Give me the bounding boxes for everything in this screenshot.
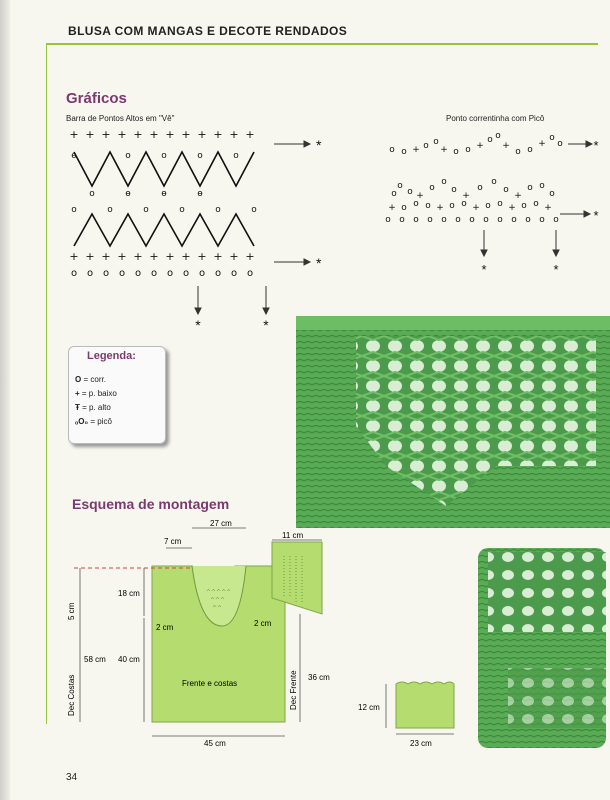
svg-text:o: o	[549, 189, 555, 199]
svg-text:o: o	[71, 205, 77, 215]
svg-text:o: o	[469, 215, 475, 225]
svg-text:o: o	[407, 187, 413, 197]
svg-text:o: o	[497, 199, 503, 209]
svg-text:o: o	[150, 268, 158, 279]
shoulder-vertical-measure: 5 cm	[67, 602, 76, 620]
svg-text:^^^: ^^^	[210, 597, 226, 604]
repeat-mark: *	[195, 317, 201, 333]
svg-text:o: o	[449, 201, 455, 211]
svg-text:o: o	[427, 215, 433, 225]
svg-text:o: o	[477, 183, 483, 193]
margin-rule	[46, 44, 47, 724]
svg-text:o: o	[525, 215, 531, 225]
repeat-mark: *	[593, 138, 599, 153]
total-height-measure: 58 cm	[84, 655, 106, 664]
svg-text:ɵ: ɵ	[161, 189, 167, 199]
svg-text:+: +	[69, 250, 79, 263]
svg-text:+: +	[101, 128, 111, 141]
svg-text:o: o	[399, 215, 405, 225]
svg-text:o: o	[134, 268, 142, 279]
legend-item-double-crochet: Ŧ = p. alto	[75, 403, 111, 412]
svg-text:o: o	[429, 183, 435, 193]
svg-text:+: +	[412, 145, 420, 155]
svg-text:+: +	[165, 128, 175, 141]
shoulder-measure: 7 cm	[164, 537, 182, 546]
svg-text:o: o	[182, 268, 190, 279]
svg-text:+: +	[476, 141, 484, 151]
svg-text:o: o	[391, 189, 397, 199]
svg-text:o: o	[230, 268, 238, 279]
svg-text:+: +	[502, 141, 510, 151]
svg-text:o: o	[495, 131, 501, 141]
svg-text:o: o	[521, 201, 527, 211]
svg-text:o: o	[413, 199, 419, 209]
legend-title: Legenda:	[87, 350, 136, 362]
svg-text:o: o	[401, 203, 407, 213]
svg-text:+: +	[416, 191, 424, 201]
svg-text:o: o	[503, 185, 509, 195]
svg-text:o: o	[539, 215, 545, 225]
svg-text:o: o	[453, 147, 459, 157]
legend-item-chain: O = corr.	[75, 375, 106, 384]
svg-text:+: +	[229, 128, 239, 141]
body-height-measure: 40 cm	[118, 655, 140, 664]
svg-text:+: +	[436, 203, 444, 213]
svg-text:+: +	[149, 250, 159, 263]
svg-text:+: +	[508, 203, 516, 213]
svg-text:o: o	[511, 215, 517, 225]
legend-box	[68, 346, 166, 444]
repeat-mark: *	[481, 262, 487, 277]
svg-text:+: +	[133, 250, 143, 263]
repeat-mark: *	[553, 262, 559, 277]
svg-text:+: +	[197, 250, 207, 263]
dec-costas-label: Dec Costas	[67, 674, 76, 716]
right-chart-label: Ponto correntinha com Picô	[446, 114, 545, 123]
svg-text:o: o	[527, 145, 533, 155]
svg-text:o: o	[161, 151, 167, 161]
assembly-diagram	[60, 516, 350, 752]
svg-text:o: o	[539, 181, 545, 191]
esquema-title: Esquema de montagem	[72, 496, 230, 512]
repeat-mark: *	[316, 137, 322, 153]
svg-text:o: o	[197, 151, 203, 161]
svg-text:+: +	[133, 128, 143, 141]
page-number: 34	[66, 772, 78, 783]
svg-text:+: +	[85, 250, 95, 263]
svg-text:o: o	[533, 199, 539, 209]
svg-text:+: +	[213, 250, 223, 263]
svg-text:o: o	[179, 205, 185, 215]
svg-text:+: +	[514, 191, 522, 201]
side-right-measure: 2 cm	[254, 619, 272, 628]
svg-text:o: o	[125, 151, 131, 161]
svg-text:+: +	[462, 191, 470, 201]
svg-text:o: o	[423, 141, 429, 151]
crochet-photo-large	[296, 316, 610, 528]
svg-text:+: +	[472, 203, 480, 213]
svg-text:o: o	[451, 185, 457, 195]
svg-text:+: +	[245, 250, 255, 263]
svg-text:o: o	[233, 151, 239, 161]
svg-text:ɵ: ɵ	[125, 189, 131, 199]
svg-text:o: o	[385, 215, 391, 225]
top-single-crochet-row	[69, 128, 254, 141]
svg-text:o: o	[491, 177, 497, 187]
svg-text:o: o	[557, 139, 563, 149]
legend-item-single-crochet: + = p. baixo	[75, 389, 117, 398]
svg-text:+: +	[245, 128, 255, 141]
left-chart-label: Barra de Pontos Altos em "Vê"	[66, 114, 175, 123]
svg-text:+: +	[85, 128, 95, 141]
svg-text:o: o	[433, 137, 439, 147]
svg-text:o: o	[89, 189, 95, 199]
svg-text:o: o	[425, 201, 431, 211]
cuff-width-measure: 23 cm	[410, 739, 432, 748]
sleeve-height-measure: 36 cm	[308, 673, 330, 682]
svg-text:+: +	[149, 128, 159, 141]
sleeve-top-measure: 11 cm	[282, 531, 304, 540]
svg-text:+: +	[538, 139, 546, 149]
svg-text:o: o	[497, 215, 503, 225]
svg-text:o: o	[441, 177, 447, 187]
cuff-diagram	[356, 676, 466, 752]
repeat-mark: *	[316, 255, 322, 271]
svg-text:+: +	[117, 250, 127, 263]
svg-text:o: o	[553, 215, 559, 225]
svg-text:o: o	[485, 201, 491, 211]
svg-text:o: o	[441, 215, 447, 225]
svg-text:o: o	[214, 268, 222, 279]
svg-text:o: o	[465, 145, 471, 155]
svg-text:o: o	[515, 147, 521, 157]
neck-width-measure: 27 cm	[210, 519, 232, 528]
svg-text:+: +	[181, 128, 191, 141]
svg-text:+: +	[388, 203, 396, 213]
svg-text:o: o	[483, 215, 489, 225]
svg-text:+: +	[197, 128, 207, 141]
svg-text:+: +	[440, 145, 448, 155]
svg-text:o: o	[70, 268, 78, 279]
svg-text:+: +	[165, 250, 175, 263]
svg-text:o: o	[397, 181, 403, 191]
width-measure: 45 cm	[204, 739, 226, 748]
page-header-title: BLUSA COM MANGAS E DECOTE RENDADOS	[68, 24, 348, 38]
svg-text:o: o	[102, 268, 110, 279]
repeat-mark: *	[593, 208, 599, 223]
svg-text:o: o	[413, 215, 419, 225]
svg-text:+: +	[213, 128, 223, 141]
graficos-title: Gráficos	[66, 90, 127, 107]
dec-frente-label: Dec Frente	[289, 670, 298, 710]
svg-text:+: +	[101, 250, 111, 263]
picot-chain-chart	[384, 126, 604, 282]
svg-text:o: o	[246, 268, 254, 279]
svg-text:o: o	[455, 215, 461, 225]
svg-text:o: o	[251, 205, 257, 215]
svg-text:o: o	[527, 183, 533, 193]
header-rule	[46, 43, 598, 45]
svg-text:o: o	[107, 205, 113, 215]
svg-text:o: o	[86, 268, 94, 279]
svg-text:o: o	[215, 205, 221, 215]
crochet-photo-small	[478, 548, 606, 748]
svg-text:ɵ: ɵ	[197, 189, 203, 199]
svg-text:+: +	[117, 128, 127, 141]
svg-text:ɵ: ɵ	[71, 151, 77, 161]
svg-text:o: o	[401, 147, 407, 157]
svg-text:+: +	[69, 128, 79, 141]
svg-text:o: o	[389, 145, 395, 155]
svg-text:o: o	[143, 205, 149, 215]
svg-text:+: +	[229, 250, 239, 263]
svg-text:+: +	[181, 250, 191, 263]
svg-text:o: o	[166, 268, 174, 279]
v-stitch-chart	[64, 126, 334, 336]
cuff-height-measure: 12 cm	[358, 703, 380, 712]
svg-text:o: o	[549, 133, 555, 143]
svg-text:o: o	[487, 135, 493, 145]
neck-depth-measure: 18 cm	[118, 589, 140, 598]
legend-item-picot: ₒO₀ = picô	[75, 417, 112, 426]
svg-text:o: o	[461, 199, 467, 209]
svg-text:+: +	[544, 203, 552, 213]
svg-text:o: o	[198, 268, 206, 279]
svg-text:^^: ^^	[212, 605, 223, 612]
svg-text:o: o	[118, 268, 126, 279]
svg-text:^^^^^: ^^^^^	[206, 589, 232, 596]
repeat-mark: *	[263, 317, 269, 333]
page-binding-edge	[0, 0, 10, 800]
side-left-measure: 2 cm	[156, 623, 174, 632]
front-back-label: Frente e costas	[182, 679, 238, 688]
